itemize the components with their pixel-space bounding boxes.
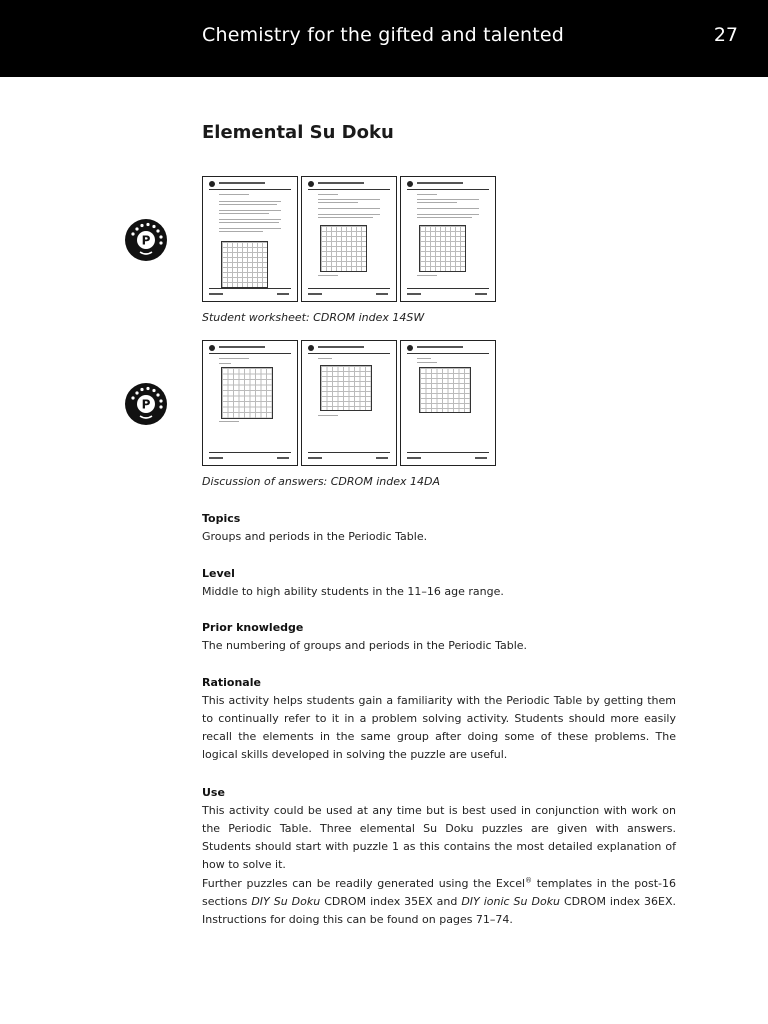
- page-number: 27: [713, 24, 738, 46]
- worksheet-thumbnails: [202, 176, 496, 302]
- answer-thumbnail[interactable]: [301, 340, 397, 466]
- use-heading: Use: [202, 786, 225, 799]
- answer-thumbnail[interactable]: [202, 340, 298, 466]
- svg-text:P: P: [141, 397, 151, 412]
- page-title: Elemental Su Doku: [202, 122, 394, 143]
- answer-thumbnails: [202, 340, 496, 466]
- topics-heading: Topics: [202, 512, 241, 525]
- prior-knowledge-heading: Prior knowledge: [202, 621, 304, 634]
- svg-text:P: P: [141, 233, 151, 248]
- page-header: [0, 0, 768, 77]
- use-body: This activity could be used at any time but is best used in conjunction with work on the Periodic Table. Three elemental Su Doku puzzles are given with answers. Students should start with puzzle 1 as this contains the most detailed explanation of how to solve it.: [202, 804, 676, 871]
- worksheet-thumbnail[interactable]: [202, 176, 298, 302]
- header-title: Chemistry for the gifted and talented: [202, 24, 565, 46]
- worksheet-thumbnail[interactable]: [301, 176, 397, 302]
- photocopy-icon: [125, 219, 167, 261]
- rationale-heading: Rationale: [202, 676, 261, 689]
- answer-thumbnail[interactable]: [400, 340, 496, 466]
- answers-caption: Discussion of answers: CDROM index 14DA: [202, 475, 440, 488]
- worksheet-caption: Student worksheet: CDROM index 14SW: [202, 311, 425, 324]
- diy-ionic-su-doku-title: DIY ionic Su Doku: [461, 895, 561, 908]
- prior-knowledge-body: The numbering of groups and periods in the Periodic Table.: [202, 639, 528, 652]
- use-body-2: Further puzzles can be readily generated using the Excel® templates in the post-16 sections DIY Su Doku CDROM index 35EX and DIY ionic Su Doku CDROM index 36EX. Instructions for doing this can be found on pages 71–74.: [202, 876, 676, 926]
- worksheet-thumbnail[interactable]: [400, 176, 496, 302]
- rationale-body: This activity helps students gain a familiarity with the Periodic Table by getting them to continually refer to it in a problem solving activity. Students should more easily recall the elements in the same group after doing some of these problems. The logical skills developed in solving the puzzle are useful.: [202, 694, 676, 761]
- level-body: Middle to high ability students in the 11–16 age range.: [202, 585, 504, 598]
- topics-body: Groups and periods in the Periodic Table.: [202, 530, 428, 543]
- level-heading: Level: [202, 567, 235, 580]
- photocopy-icon: [125, 383, 167, 425]
- diy-su-doku-title: DIY Su Doku: [251, 895, 321, 908]
